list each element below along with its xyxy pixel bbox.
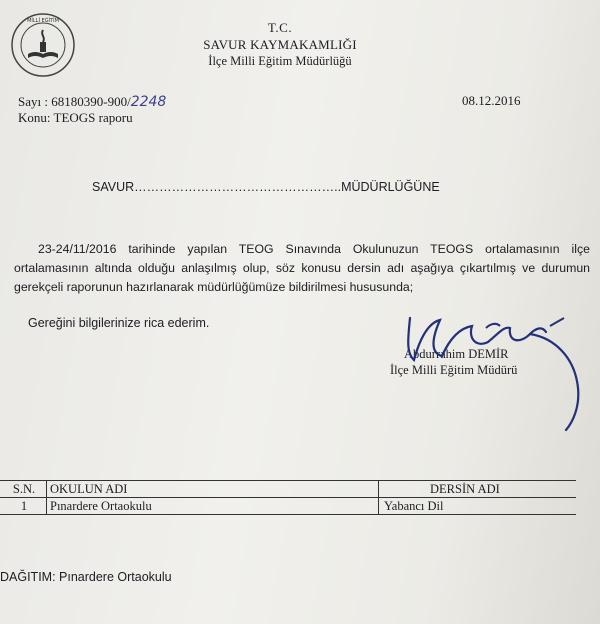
cell-sn: 1 xyxy=(2,498,47,514)
sayi-value: : 68180390-900/ xyxy=(44,94,131,109)
ministry-logo xyxy=(10,12,76,78)
reference-number xyxy=(18,94,166,110)
sayi-label: Sayı xyxy=(18,94,42,109)
table-header-row xyxy=(0,481,576,498)
letter-body xyxy=(14,240,590,297)
letterhead-mudurluk: İlçe Milli Eğitim Müdürlüğü xyxy=(208,54,352,68)
letterhead xyxy=(200,20,360,69)
column-divider xyxy=(378,481,379,497)
letterhead-tc: T.C. xyxy=(267,20,293,35)
signatory-name: Abdurrahim DEMİR xyxy=(404,347,509,361)
cell-okul: Pınardere Ortaokulu xyxy=(50,499,152,513)
distribution-line: DAĞITIM: Pınardere Ortaokulu xyxy=(0,570,172,584)
addressee: SAVUR…………………………………………..MÜDÜRLÜĞÜNE xyxy=(92,180,440,194)
svg-text:MİLLİ EĞİTİM: MİLLİ EĞİTİM xyxy=(27,18,59,24)
letterhead-kaymakamlik: SAVUR KAYMAKAMLIĞI xyxy=(203,37,357,52)
column-divider xyxy=(378,498,379,514)
document-date: 08.12.2016 xyxy=(462,93,521,108)
subject-line: Konu: TEOGS raporu xyxy=(18,110,133,125)
table-row xyxy=(0,498,576,515)
cell-ders: Yabancı Dil xyxy=(384,499,444,513)
school-table xyxy=(0,480,576,515)
signatory-title: İlçe Milli Eğitim Müdürü xyxy=(390,363,518,377)
header-okul: OKULUN ADI xyxy=(50,482,128,496)
header-sn: S.N. xyxy=(2,481,47,497)
closing-regards: Gereğini bilgilerinize rica ederim. xyxy=(28,316,210,330)
body-paragraph: 23-24/11/2016 tarihinde yapılan TEOG Sınavında Okulunuzun TEOGS ortalamasının ilçe ortalamasının altında olduğu anlaşılmış olup, söz konusu dersin adı aşağıya çıkartılmış ve durumun gerekçeli raporunun hazırlanarak müdürlüğümüze bildirilmesi hususunda; xyxy=(14,242,590,294)
header-ders: DERSİN ADI xyxy=(430,482,500,496)
sayi-handwritten: 2248 xyxy=(130,94,167,110)
handwritten-signature xyxy=(380,298,600,448)
